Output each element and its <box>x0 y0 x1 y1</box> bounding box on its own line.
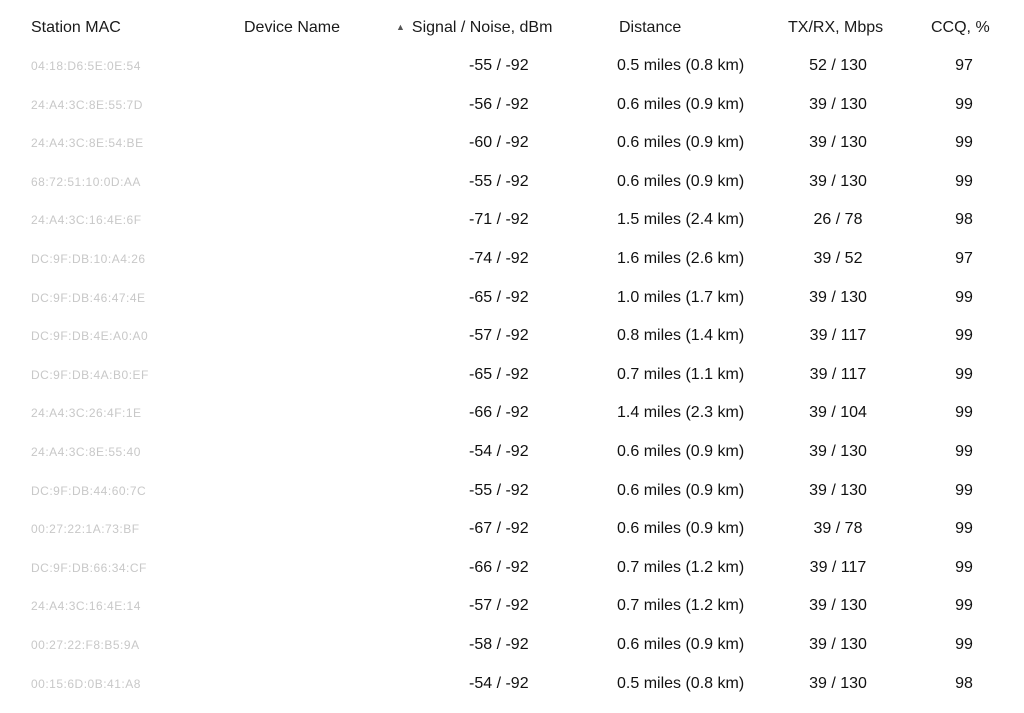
ccq-cell: 99 <box>944 96 984 114</box>
column-header-device-name[interactable]: Device Name <box>244 19 340 37</box>
distance-cell: 0.5 miles (0.8 km) <box>617 57 744 75</box>
signal-noise-cell: -74 / -92 <box>469 250 549 268</box>
txrx-cell: 39 / 52 <box>790 250 886 268</box>
txrx-cell: 39 / 117 <box>790 366 886 384</box>
distance-cell: 1.4 miles (2.3 km) <box>617 404 744 422</box>
distance-cell: 1.0 miles (1.7 km) <box>617 289 744 307</box>
table-row <box>0 559 1024 598</box>
txrx-cell: 39 / 104 <box>790 404 886 422</box>
table-row <box>0 57 1024 96</box>
station-mac-cell: 00:15:6D:0B:41:A8 <box>31 677 141 691</box>
signal-noise-cell: -66 / -92 <box>469 559 549 577</box>
signal-noise-cell: -56 / -92 <box>469 96 549 114</box>
signal-noise-cell: -60 / -92 <box>469 134 549 152</box>
table-row <box>0 597 1024 636</box>
ccq-cell: 99 <box>944 520 984 538</box>
station-mac-cell: DC:9F:DB:66:34:CF <box>31 561 147 575</box>
signal-noise-cell: -67 / -92 <box>469 520 549 538</box>
signal-noise-cell: -55 / -92 <box>469 173 549 191</box>
txrx-cell: 39 / 130 <box>790 597 886 615</box>
distance-cell: 0.5 miles (0.8 km) <box>617 675 744 693</box>
signal-noise-cell: -66 / -92 <box>469 404 549 422</box>
distance-cell: 0.8 miles (1.4 km) <box>617 327 744 345</box>
table-row <box>0 173 1024 212</box>
ccq-cell: 99 <box>944 289 984 307</box>
station-mac-cell: 00:27:22:F8:B5:9A <box>31 638 140 652</box>
signal-noise-cell: -54 / -92 <box>469 443 549 461</box>
table-row <box>0 404 1024 443</box>
txrx-cell: 26 / 78 <box>790 211 886 229</box>
signal-noise-cell: -55 / -92 <box>469 57 549 75</box>
txrx-cell: 39 / 78 <box>790 520 886 538</box>
distance-cell: 0.7 miles (1.2 km) <box>617 597 744 615</box>
table-row <box>0 366 1024 405</box>
distance-cell: 0.6 miles (0.9 km) <box>617 520 744 538</box>
table-row <box>0 636 1024 675</box>
column-header-ccq[interactable]: CCQ, % <box>931 19 990 37</box>
table-row <box>0 96 1024 135</box>
ccq-cell: 99 <box>944 482 984 500</box>
station-mac-cell: DC:9F:DB:44:60:7C <box>31 484 146 498</box>
distance-cell: 0.6 miles (0.9 km) <box>617 636 744 654</box>
ccq-cell: 99 <box>944 134 984 152</box>
distance-cell: 0.6 miles (0.9 km) <box>617 443 744 461</box>
table-row <box>0 520 1024 559</box>
distance-cell: 0.6 miles (0.9 km) <box>617 134 744 152</box>
txrx-cell: 39 / 130 <box>790 173 886 191</box>
ccq-cell: 99 <box>944 327 984 345</box>
station-mac-cell: 00:27:22:1A:73:BF <box>31 522 140 536</box>
txrx-cell: 39 / 117 <box>790 559 886 577</box>
ccq-cell: 99 <box>944 443 984 461</box>
txrx-cell: 52 / 130 <box>790 57 886 75</box>
distance-cell: 0.6 miles (0.9 km) <box>617 96 744 114</box>
table-row <box>0 327 1024 366</box>
table-row <box>0 289 1024 328</box>
txrx-cell: 39 / 130 <box>790 482 886 500</box>
sort-ascending-icon: ▲ <box>396 22 405 32</box>
column-header-txrx[interactable]: TX/RX, Mbps <box>788 19 883 37</box>
signal-noise-cell: -65 / -92 <box>469 366 549 384</box>
signal-noise-cell: -58 / -92 <box>469 636 549 654</box>
ccq-cell: 99 <box>944 366 984 384</box>
ccq-cell: 98 <box>944 675 984 693</box>
table-row <box>0 482 1024 521</box>
station-mac-cell: 68:72:51:10:0D:AA <box>31 175 141 189</box>
table-row <box>0 211 1024 250</box>
table-row <box>0 675 1024 713</box>
column-header-signal-noise-label: Signal / Noise, dBm <box>412 19 553 36</box>
txrx-cell: 39 / 130 <box>790 675 886 693</box>
station-mac-cell: DC:9F:DB:10:A4:26 <box>31 252 146 266</box>
ccq-cell: 99 <box>944 404 984 422</box>
ccq-cell: 99 <box>944 559 984 577</box>
station-mac-cell: 24:A4:3C:8E:55:40 <box>31 445 141 459</box>
station-mac-cell: 24:A4:3C:8E:54:BE <box>31 136 144 150</box>
signal-noise-cell: -57 / -92 <box>469 327 549 345</box>
station-mac-cell: 24:A4:3C:16:4E:14 <box>31 599 141 613</box>
txrx-cell: 39 / 130 <box>790 134 886 152</box>
signal-noise-cell: -55 / -92 <box>469 482 549 500</box>
ccq-cell: 98 <box>944 211 984 229</box>
station-mac-cell: 24:A4:3C:26:4F:1E <box>31 406 142 420</box>
distance-cell: 0.7 miles (1.2 km) <box>617 559 744 577</box>
station-mac-cell: DC:9F:DB:46:47:4E <box>31 291 146 305</box>
signal-noise-cell: -71 / -92 <box>469 211 549 229</box>
txrx-cell: 39 / 130 <box>790 96 886 114</box>
table-row <box>0 250 1024 289</box>
txrx-cell: 39 / 130 <box>790 636 886 654</box>
column-header-distance[interactable]: Distance <box>619 19 681 37</box>
table-header <box>0 19 1024 43</box>
station-mac-cell: DC:9F:DB:4E:A0:A0 <box>31 329 148 343</box>
ccq-cell: 97 <box>944 57 984 75</box>
txrx-cell: 39 / 130 <box>790 289 886 307</box>
ccq-cell: 99 <box>944 173 984 191</box>
distance-cell: 0.6 miles (0.9 km) <box>617 173 744 191</box>
txrx-cell: 39 / 130 <box>790 443 886 461</box>
table-row <box>0 134 1024 173</box>
column-header-signal-noise[interactable] <box>396 19 552 37</box>
column-header-station-mac[interactable]: Station MAC <box>31 19 121 37</box>
ccq-cell: 99 <box>944 636 984 654</box>
signal-noise-cell: -57 / -92 <box>469 597 549 615</box>
txrx-cell: 39 / 117 <box>790 327 886 345</box>
station-mac-cell: 24:A4:3C:8E:55:7D <box>31 98 143 112</box>
table-body <box>0 57 1024 713</box>
distance-cell: 0.6 miles (0.9 km) <box>617 482 744 500</box>
station-mac-cell: 04:18:D6:5E:0E:54 <box>31 59 141 73</box>
distance-cell: 1.5 miles (2.4 km) <box>617 211 744 229</box>
station-mac-cell: DC:9F:DB:4A:B0:EF <box>31 368 149 382</box>
distance-cell: 0.7 miles (1.1 km) <box>617 366 744 384</box>
distance-cell: 1.6 miles (2.6 km) <box>617 250 744 268</box>
ccq-cell: 97 <box>944 250 984 268</box>
station-mac-cell: 24:A4:3C:16:4E:6F <box>31 213 142 227</box>
signal-noise-cell: -54 / -92 <box>469 675 549 693</box>
table-row <box>0 443 1024 482</box>
signal-noise-cell: -65 / -92 <box>469 289 549 307</box>
ccq-cell: 99 <box>944 597 984 615</box>
